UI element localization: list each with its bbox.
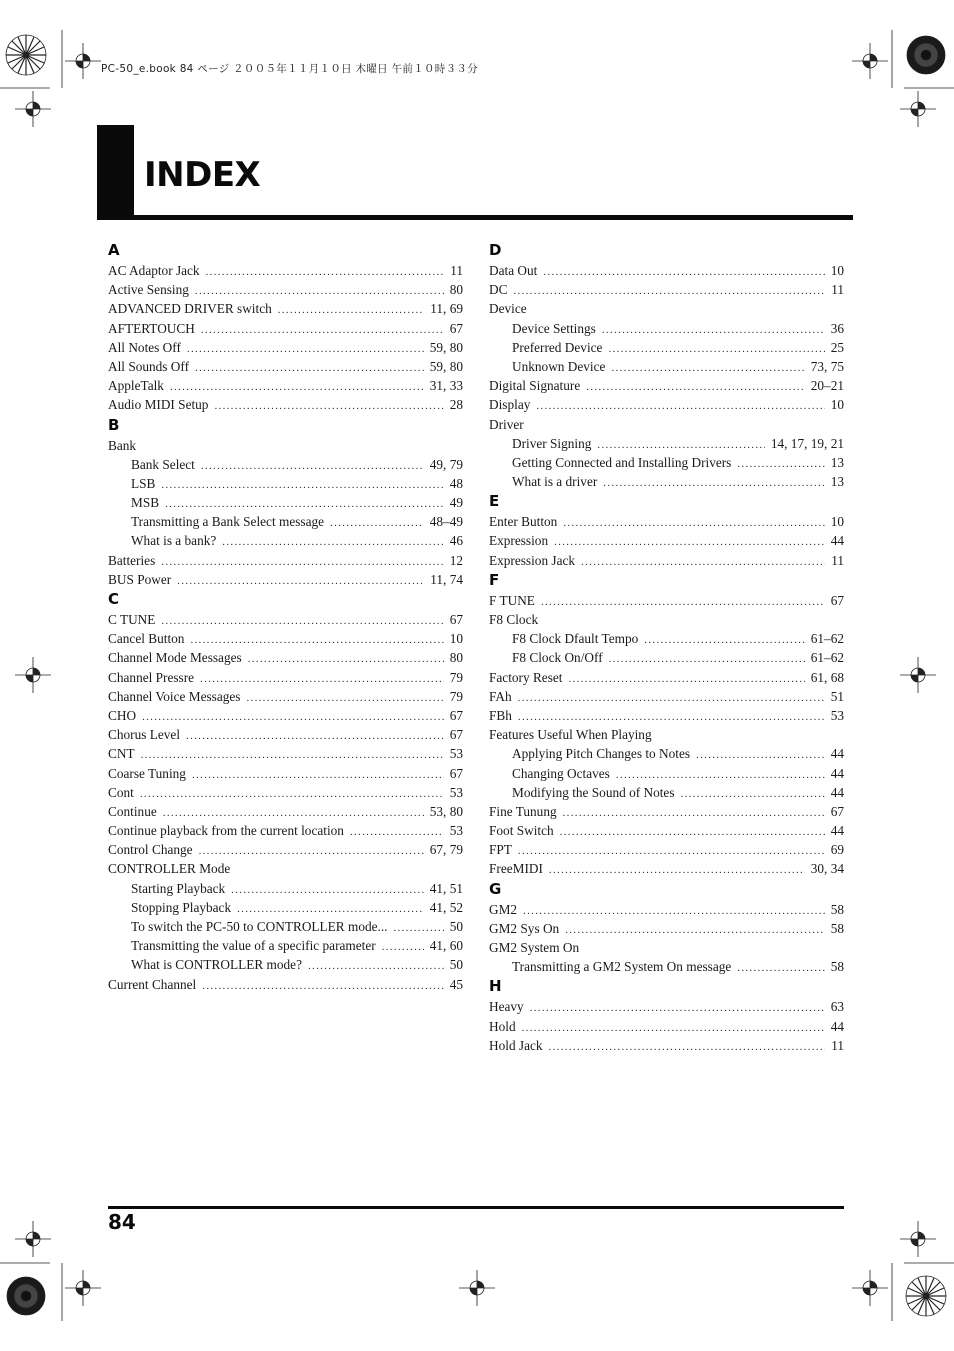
dot-leader xyxy=(522,1019,825,1038)
dot-leader xyxy=(161,476,443,495)
index-subentry xyxy=(489,744,844,763)
dot-leader xyxy=(541,593,825,612)
index-entry-pages: 67 xyxy=(449,765,463,781)
index-entry-pages: 50 xyxy=(449,957,463,973)
index-entry-pages: 44 xyxy=(830,823,844,839)
index-entry xyxy=(108,395,463,414)
dot-leader xyxy=(696,746,825,765)
index-entry-pages: 11 xyxy=(831,1037,844,1053)
dot-leader xyxy=(565,921,825,940)
index-entry xyxy=(108,764,463,783)
index-entry-label: AFTERTOUCH xyxy=(108,320,195,336)
index-entry-label: Display xyxy=(489,397,531,413)
index-entry-pages: 61, 68 xyxy=(810,669,844,685)
index-entry xyxy=(108,744,463,763)
index-entry xyxy=(489,900,844,919)
index-entry-pages: 41, 51 xyxy=(429,880,463,896)
index-entry xyxy=(489,938,844,957)
index-entry xyxy=(108,706,463,725)
index-subentry xyxy=(108,879,463,898)
index-entry-label: Stopping Playback xyxy=(131,899,232,915)
index-entry xyxy=(489,687,844,706)
index-entry-label: Digital Signature xyxy=(489,378,581,394)
index-entry xyxy=(108,783,463,802)
index-entry-pages: 36 xyxy=(830,320,844,336)
index-entry xyxy=(108,551,463,570)
index-entry-pages: 13 xyxy=(830,474,844,490)
dot-leader xyxy=(530,999,825,1018)
index-entry xyxy=(108,648,463,667)
index-entry xyxy=(489,706,844,725)
index-entry-label: GM2 xyxy=(489,901,518,917)
dot-leader xyxy=(644,631,805,650)
index-entry-label: Cont xyxy=(108,784,134,800)
index-entry xyxy=(108,570,463,589)
index-entry-label: Preferred Device xyxy=(512,339,603,355)
index-subentry xyxy=(489,357,844,376)
index-entry xyxy=(108,668,463,687)
index-entry xyxy=(489,997,844,1016)
index-entry-pages: 44 xyxy=(830,784,844,800)
index-entry-pages: 44 xyxy=(830,765,844,781)
index-entry xyxy=(489,531,844,550)
index-entry-pages: 63 xyxy=(830,999,844,1015)
dot-leader xyxy=(246,689,443,708)
dot-leader xyxy=(603,474,824,493)
index-entry xyxy=(489,668,844,687)
index-entry-label: Features Useful When Playing xyxy=(489,727,652,743)
dot-leader xyxy=(549,861,805,880)
index-entry-label: Active Sensing xyxy=(108,282,189,298)
index-entry xyxy=(108,802,463,821)
dot-leader xyxy=(142,708,444,727)
index-entry-pages: 13 xyxy=(830,454,844,470)
index-entry-label: Factory Reset xyxy=(489,669,563,685)
index-entry-label: All Sounds Off xyxy=(108,358,190,374)
index-subentry xyxy=(489,783,844,802)
dot-leader xyxy=(563,514,824,533)
dot-leader xyxy=(187,340,424,359)
dot-leader xyxy=(513,282,825,301)
index-entry-label: Foot Switch xyxy=(489,823,554,839)
index-section-letter: F xyxy=(489,570,500,589)
index-entry-label: FBh xyxy=(489,707,512,723)
index-section-letter: B xyxy=(108,415,120,434)
index-entry-pages: 80 xyxy=(449,282,463,298)
index-entry-pages: 11 xyxy=(831,552,844,568)
index-entry-pages: 41, 52 xyxy=(429,899,463,915)
index-entry-pages: 28 xyxy=(449,397,463,413)
index-column-left xyxy=(108,240,463,994)
index-entry-label: F8 Clock xyxy=(489,612,539,627)
index-entry-pages: 41, 60 xyxy=(429,938,463,954)
dot-leader xyxy=(549,1038,826,1057)
index-subentry xyxy=(489,629,844,648)
index-section-letter: E xyxy=(489,492,500,511)
index-entry xyxy=(108,821,463,840)
page-number: 84 xyxy=(108,1210,136,1234)
index-entry-label: FreeMIDI xyxy=(489,861,543,877)
index-entry-label: Channel Pressre xyxy=(108,669,195,685)
index-entry-label: ADVANCED DRIVER switch xyxy=(108,301,272,317)
index-entry-pages: 67 xyxy=(449,707,463,723)
index-entry-label: Data Out xyxy=(489,263,538,278)
index-entry-label: Current Channel xyxy=(108,976,197,992)
index-entry xyxy=(489,395,844,414)
dot-leader xyxy=(202,977,443,996)
index-entry-pages: 53 xyxy=(449,823,463,839)
index-entry-pages: 49 xyxy=(449,495,463,511)
index-section-letter: H xyxy=(489,977,502,996)
index-entry-pages: 51 xyxy=(830,688,844,704)
starburst-top-left xyxy=(6,35,46,75)
index-entry xyxy=(108,299,463,318)
dot-leader xyxy=(536,397,824,416)
dot-leader xyxy=(382,938,424,957)
index-entry-label: Enter Button xyxy=(489,514,558,530)
index-entry-pages: 53 xyxy=(449,746,463,762)
index-entry-label: GM2 Sys On xyxy=(489,920,560,936)
index-entry-pages: 11 xyxy=(831,282,844,298)
index-entry-label: FAh xyxy=(489,688,512,704)
index-entry-label: Expression xyxy=(489,533,549,549)
index-entry-label: Channel Mode Messages xyxy=(108,650,242,666)
index-entry-pages: 61–62 xyxy=(810,650,844,666)
index-entry-label: Hold Jack xyxy=(489,1037,543,1053)
index-entry xyxy=(108,280,463,299)
dot-leader xyxy=(278,301,425,320)
index-entry-pages: 67, 79 xyxy=(429,842,463,858)
index-entry xyxy=(108,261,463,280)
index-entry-label: F8 Clock On/Off xyxy=(512,650,603,666)
dot-leader xyxy=(737,959,824,978)
index-entry xyxy=(489,376,844,395)
index-entry-label: Driver Signing xyxy=(512,435,592,451)
index-entry-label: Driver xyxy=(489,416,524,432)
index-entry-pages: 58 xyxy=(830,920,844,936)
index-entry-label: LSB xyxy=(131,475,156,491)
index-entry-pages: 25 xyxy=(830,339,844,355)
index-entry xyxy=(108,725,463,744)
index-entry-pages: 67 xyxy=(830,803,844,819)
index-entry-label: Continue xyxy=(108,803,157,819)
dot-leader xyxy=(554,533,825,552)
index-entry-label: Hold xyxy=(489,1018,516,1034)
dot-leader xyxy=(201,321,444,340)
index-entry-pages: 10 xyxy=(830,263,844,278)
index-entry-pages: 44 xyxy=(830,1018,844,1034)
index-entry-pages: 31, 33 xyxy=(429,378,463,394)
index-entry-pages: 44 xyxy=(830,533,844,549)
index-entry-label: Bank Select xyxy=(131,456,195,472)
index-entry-pages: 49, 79 xyxy=(429,456,463,472)
dot-leader xyxy=(201,457,424,476)
dot-leader xyxy=(737,455,824,474)
title-bar-block xyxy=(97,125,134,220)
index-entry-label: Channel Voice Messages xyxy=(108,688,241,704)
index-entry-label: C TUNE xyxy=(108,612,156,627)
index-entry-pages: 11, 69 xyxy=(430,301,463,317)
index-entry-label: GM2 System On xyxy=(489,940,580,955)
index-entry-pages: 67 xyxy=(449,612,463,627)
index-entry-pages: 79 xyxy=(449,688,463,704)
index-entry-label: MSB xyxy=(131,495,160,511)
index-entry xyxy=(108,376,463,395)
index-entry-label: What is a driver xyxy=(512,474,598,490)
index-entry-pages: 59, 80 xyxy=(429,339,463,355)
dot-leader xyxy=(523,902,825,921)
index-entry-label: CNT xyxy=(108,746,135,762)
index-entry-label: Device xyxy=(489,301,527,317)
index-entry-pages: 44 xyxy=(830,746,844,762)
index-entry-label: All Notes Off xyxy=(108,339,181,355)
page-title: INDEX xyxy=(144,155,261,195)
index-entry-pages: 58 xyxy=(830,959,844,975)
index-subentry xyxy=(108,455,463,474)
index-entry-label: Applying Pitch Changes to Notes xyxy=(512,746,691,762)
index-entry xyxy=(108,975,463,994)
index-entry-label: Expression Jack xyxy=(489,552,576,568)
index-entry-label: What is CONTROLLER mode? xyxy=(131,957,302,973)
index-entry-pages: 20–21 xyxy=(810,378,844,394)
index-entry-label: Cancel Button xyxy=(108,631,185,647)
dot-leader xyxy=(518,689,825,708)
index-entry-pages: 12 xyxy=(449,552,463,568)
index-entry-label: Chorus Level xyxy=(108,727,181,743)
index-entry-label: Unknown Device xyxy=(512,358,606,374)
index-entry-label: Transmitting a GM2 System On message xyxy=(512,959,732,975)
dot-leader xyxy=(608,340,824,359)
index-entry-label: Changing Octaves xyxy=(512,765,610,781)
index-subentry xyxy=(489,764,844,783)
dot-leader xyxy=(330,514,424,533)
index-entry xyxy=(489,261,844,280)
index-subentry xyxy=(489,957,844,976)
dot-leader xyxy=(543,263,824,282)
footer-rule xyxy=(108,1206,844,1209)
index-entry-pages: 73, 75 xyxy=(810,358,844,374)
dot-leader xyxy=(186,727,444,746)
index-entry xyxy=(489,840,844,859)
index-entry-pages: 67 xyxy=(449,727,463,743)
index-entry-label: Batteries xyxy=(108,552,156,568)
index-entry xyxy=(489,821,844,840)
index-entry-pages: 48–49 xyxy=(429,514,463,530)
dot-leader xyxy=(602,321,825,340)
index-section-letter: C xyxy=(108,590,120,608)
index-entry-label: FPT xyxy=(489,842,512,858)
index-entry xyxy=(108,436,463,455)
index-entry xyxy=(489,299,844,318)
index-entry-pages: 80 xyxy=(449,650,463,666)
index-entry-label: Transmitting the value of a specific parameter xyxy=(131,938,376,954)
dot-leader xyxy=(222,533,443,552)
dot-leader xyxy=(308,957,444,976)
index-subentry xyxy=(489,472,844,491)
index-entry xyxy=(108,338,463,357)
index-entry-label: AppleTalk xyxy=(108,378,164,394)
index-subentry xyxy=(108,917,463,936)
dot-leader xyxy=(177,572,424,591)
index-entry-label: Device Settings xyxy=(512,320,596,336)
dot-leader xyxy=(563,804,825,823)
index-entry-label: What is a bank? xyxy=(131,533,217,549)
index-entry-pages: 53, 80 xyxy=(429,803,463,819)
index-entry xyxy=(108,319,463,338)
index-entry-pages: 10 xyxy=(830,514,844,530)
index-entry-label: Bank xyxy=(108,437,137,453)
index-column-right xyxy=(489,240,844,1055)
index-section-letter: D xyxy=(489,241,502,259)
dot-leader xyxy=(560,823,825,842)
dot-leader xyxy=(161,612,443,631)
index-entry-label: Heavy xyxy=(489,999,524,1015)
index-entry-label: Fine Tunung xyxy=(489,803,557,819)
dot-leader xyxy=(568,670,804,689)
index-entry-label: Coarse Tuning xyxy=(108,765,186,781)
index-entry xyxy=(108,629,463,648)
index-subentry xyxy=(108,531,463,550)
index-entry-pages: 67 xyxy=(449,320,463,336)
index-entry xyxy=(489,280,844,299)
title-rule xyxy=(97,215,853,220)
dot-leader xyxy=(214,397,443,416)
index-entry xyxy=(489,1036,844,1055)
index-section-letter: G xyxy=(489,879,502,898)
index-entry xyxy=(489,1017,844,1036)
index-entry-pages: 50 xyxy=(449,919,463,934)
dot-leader xyxy=(518,842,825,861)
index-subentry xyxy=(108,474,463,493)
index-entry-pages: 10 xyxy=(449,631,463,647)
index-entry-label: DC xyxy=(489,282,508,298)
index-entry-pages: 11 xyxy=(450,263,463,278)
print-header-line: PC-50_e.book 84 ページ ２００５年１１月１０日 木曜日 午前１０時３３分 xyxy=(101,63,478,75)
index-entry xyxy=(489,919,844,938)
index-entry-label: CONTROLLER Mode xyxy=(108,861,231,877)
index-entry-pages: 59, 80 xyxy=(429,358,463,374)
index-subentry xyxy=(108,936,463,955)
index-entry-label: Transmitting a Bank Select message xyxy=(131,514,325,530)
index-entry-label: AC Adaptor Jack xyxy=(108,263,200,278)
index-entry-pages: 67 xyxy=(830,592,844,608)
index-entry xyxy=(489,725,844,744)
index-entry-pages: 11, 74 xyxy=(430,571,463,587)
index-entry-label: BUS Power xyxy=(108,571,172,587)
dot-leader xyxy=(586,378,805,397)
dot-leader xyxy=(248,650,444,669)
dot-leader xyxy=(192,766,444,785)
dot-leader xyxy=(195,359,424,378)
index-entry-pages: 61–62 xyxy=(810,631,844,647)
dot-leader xyxy=(609,650,805,669)
index-entry-label: Starting Playback xyxy=(131,880,226,896)
index-entry xyxy=(489,610,844,629)
dot-leader xyxy=(611,359,804,378)
index-entry xyxy=(489,859,844,878)
index-entry-label: Control Change xyxy=(108,842,193,858)
index-entry-label: To switch the PC-50 to CONTROLLER mode... xyxy=(131,919,388,934)
dot-leader xyxy=(140,785,444,804)
index-entry-pages: 58 xyxy=(830,901,844,917)
index-entry-pages: 53 xyxy=(830,707,844,723)
index-entry xyxy=(489,802,844,821)
index-entry xyxy=(489,415,844,434)
index-entry-pages: 46 xyxy=(449,533,463,549)
dot-leader xyxy=(581,553,825,572)
dot-leader xyxy=(161,553,443,572)
index-entry-label: CHO xyxy=(108,707,137,723)
index-subentry xyxy=(489,453,844,472)
dot-leader xyxy=(199,842,424,861)
dot-leader xyxy=(206,263,445,282)
index-entry-pages: 53 xyxy=(449,784,463,800)
index-subentry xyxy=(108,955,463,974)
index-subentry xyxy=(489,319,844,338)
index-entry xyxy=(108,859,463,878)
index-section-letter: A xyxy=(108,241,120,259)
index-entry xyxy=(108,610,463,629)
index-entry-label: Continue playback from the current location xyxy=(108,823,344,839)
index-entry-label: F TUNE xyxy=(489,592,535,608)
index-entry xyxy=(489,551,844,570)
index-entry-pages: 30, 34 xyxy=(810,861,844,877)
index-subentry xyxy=(489,338,844,357)
index-subentry xyxy=(489,434,844,453)
index-entry xyxy=(108,840,463,859)
index-entry-pages: 14, 17, 19, 21 xyxy=(770,435,844,451)
index-entry xyxy=(489,512,844,531)
index-entry-pages: 79 xyxy=(449,669,463,685)
index-entry-label: F8 Clock Dfault Tempo xyxy=(512,631,639,647)
index-entry-label: Audio MIDI Setup xyxy=(108,397,209,413)
index-subentry xyxy=(108,898,463,917)
dot-leader xyxy=(231,881,424,900)
index-subentry xyxy=(489,648,844,667)
index-entry-label: Modifying the Sound of Notes xyxy=(512,784,675,800)
index-entry xyxy=(489,591,844,610)
index-entry-pages: 69 xyxy=(830,842,844,858)
index-entry-label: Getting Connected and Installing Drivers xyxy=(512,454,732,470)
dot-leader xyxy=(681,785,825,804)
index-entry-pages: 10 xyxy=(830,397,844,413)
index-subentry xyxy=(108,493,463,512)
index-entry-pages: 45 xyxy=(449,976,463,992)
index-entry-pages: 48 xyxy=(449,475,463,491)
index-entry xyxy=(108,687,463,706)
index-entry xyxy=(108,357,463,376)
index-subentry xyxy=(108,512,463,531)
